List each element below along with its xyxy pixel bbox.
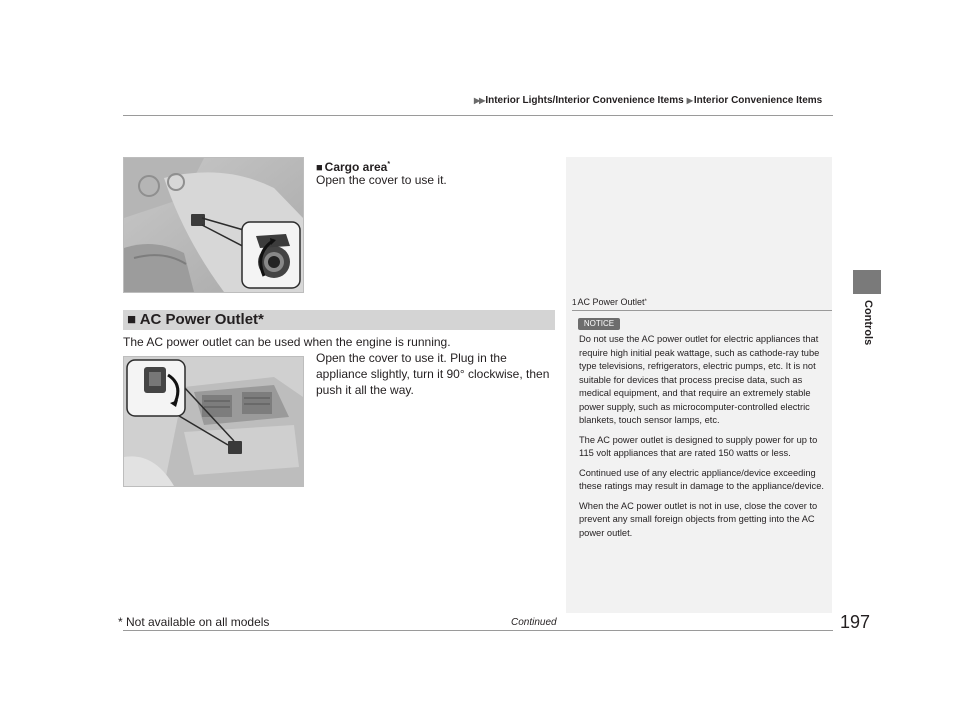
arrow-icon: ▶ <box>686 96 692 105</box>
availability-asterisk: * <box>258 311 264 328</box>
note-paragraph: When the AC power outlet is not in use, close the cover to prevent any small foreign objects from getting into the AC power outlet. <box>579 500 818 538</box>
note-body <box>579 333 829 546</box>
note-paragraph: The AC power outlet is designed to supply power for up to 115 volt appliances that are rated 150 watts or less. <box>579 434 818 458</box>
continued-label: Continued <box>511 617 557 628</box>
note-heading <box>572 297 647 307</box>
note-paragraph: Continued use of any electric appliance/device exceeding these ratings may result in damage to the appliance/device. <box>579 467 824 491</box>
note-divider <box>572 310 832 311</box>
breadcrumb-item-2[interactable]: Interior Convenience Items <box>693 95 823 106</box>
notice-badge: NOTICE <box>578 318 620 330</box>
ac-outlet-heading <box>127 311 264 328</box>
ac-outlet-intro: The AC power outlet can be used when the engine is running. <box>123 335 451 349</box>
breadcrumb-item-1[interactable]: Interior Lights/Interior Convenience Items <box>485 95 684 106</box>
ac-outlet-instructions: Open the cover to use it. Plug in the appliance slightly, turn it 90° clockwise, then push it all the way. <box>316 351 550 397</box>
heading-square-marker: ■ <box>316 162 323 174</box>
console-outlet-illustration <box>123 356 304 487</box>
double-arrow-icon: ▶▶ <box>474 96 485 105</box>
note-paragraph: Do not use the AC power outlet for electric appliances that require high initial peak wattage, such as cathode-ray tube type televisions, refrigerators, electric pumps, etc. It is not suitable for devices that process precise data, such as medical equipment, and that require an extremely stable power supply, such as microcomputer-controlled electric blankets, touch sensor lamps, etc. <box>579 334 820 425</box>
cargo-outlet-illustration <box>123 157 304 293</box>
footnote: * Not available on all models <box>118 615 270 629</box>
availability-asterisk: * <box>644 299 647 305</box>
cargo-area-heading <box>316 160 390 174</box>
footer-divider <box>123 630 833 631</box>
section-tab-marker <box>853 270 881 294</box>
ac-outlet-heading-text: AC Power Outlet <box>139 311 259 328</box>
breadcrumb <box>474 95 822 106</box>
cargo-heading-text: Cargo area <box>324 160 388 174</box>
cargo-area-text: Open the cover to use it. <box>316 173 447 187</box>
header-divider <box>123 115 833 116</box>
section-tab-text: Controls <box>862 300 874 346</box>
availability-asterisk: * <box>387 161 391 168</box>
section-tab-label <box>850 300 884 360</box>
page-number: 197 <box>840 612 871 632</box>
note-ref-icon: 1 <box>572 297 577 307</box>
heading-square-marker: ■ <box>127 311 137 328</box>
note-title: AC Power Outlet <box>577 297 645 307</box>
